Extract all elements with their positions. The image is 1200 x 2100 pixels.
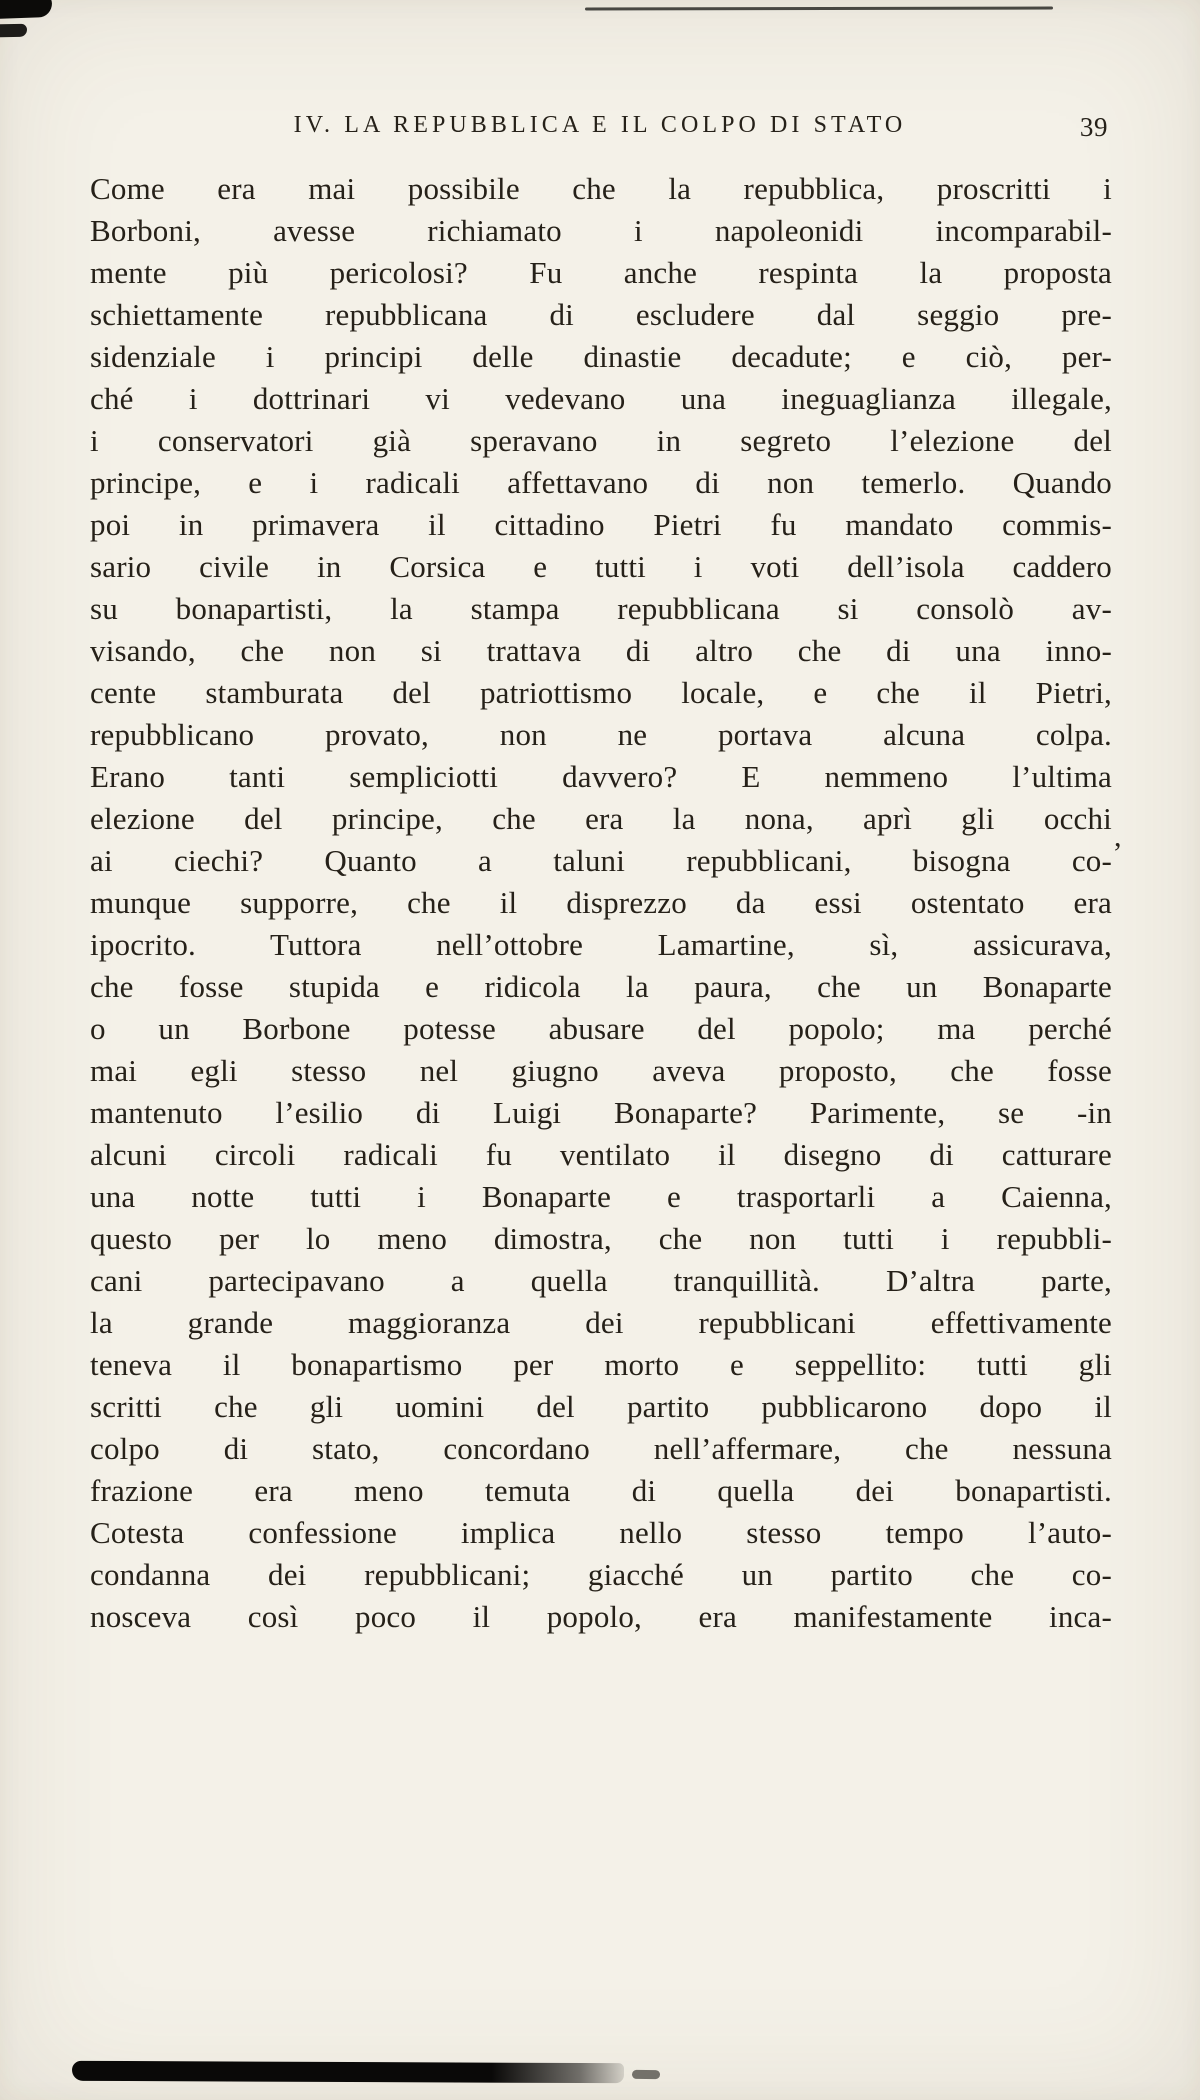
text-line: munque supporre, che il disprezzo da essi ostentato era: [90, 885, 1112, 920]
text-line: Erano tanti sempliciotti davvero? E nemmeno l’ultima: [90, 759, 1112, 794]
text-line: questo per lo meno dimostra, che non tutti i repubbli-: [90, 1221, 1112, 1256]
scan-smudge-bottom: [72, 2061, 624, 2083]
text-line: scritti che gli uomini del partito pubblicarono dopo il: [90, 1389, 1112, 1424]
chapter-title: IV. LA REPUBBLICA E IL COLPO DI STATO: [293, 112, 907, 138]
text-line: ai ciechi? Quanto a taluni repubblicani, bisogna co-: [90, 843, 1112, 878]
running-header: [90, 112, 1110, 146]
text-line: mai egli stesso nel giugno aveva proposto, che fosse: [90, 1053, 1112, 1088]
scan-smudge-bottom-tail: [632, 2070, 660, 2079]
text-line: ipocrito. Tuttora nell’ottobre Lamartine, sì, assicurava,: [90, 927, 1112, 962]
text-line: condanna dei repubblicani; giacché un partito che co-: [90, 1557, 1112, 1592]
text-line: la grande maggioranza dei repubblicani effettivamente: [90, 1305, 1112, 1340]
text-line: sario civile in Corsica e tutti i voti dell’isola caddero: [90, 549, 1112, 584]
text-line: una notte tutti i Bonaparte e trasportarli a Caienna,: [90, 1179, 1112, 1214]
text-line: che fosse stupida e ridicola la paura, che un Bonaparte: [90, 969, 1112, 1004]
text-line: mente più pericolosi? Fu anche respinta la proposta: [90, 255, 1112, 290]
text-line: poi in primavera il cittadino Pietri fu mandato commis-: [90, 507, 1112, 542]
text-line: su bonapartisti, la stampa repubblicana si consolò av-: [90, 591, 1112, 626]
text-line: cente stamburata del patriottismo locale, e che il Pietri,: [90, 675, 1112, 710]
text-line: i conservatori già speravano in segreto l’elezione del: [90, 423, 1112, 458]
text-line: alcuni circoli radicali fu ventilato il disegno di catturare: [90, 1137, 1112, 1172]
text-line: schiettamente repubblicana di escludere dal seggio pre-: [90, 297, 1112, 332]
text-line: nosceva così poco il popolo, era manifestamente inca-: [90, 1599, 1112, 1634]
text-line: visando, che non si trattava di altro che di una inno-: [90, 633, 1112, 668]
text-line: Come era mai possibile che la repubblica, proscritti i: [90, 171, 1112, 206]
text-line: o un Borbone potesse abusare del popolo; ma perché: [90, 1011, 1112, 1046]
text-line: Cotesta confessione implica nello stesso tempo l’auto-: [90, 1515, 1112, 1550]
text-line: ché i dottrinari vi vedevano una ineguaglianza illegale,: [90, 381, 1112, 416]
page-number: 39: [1079, 112, 1108, 142]
text-line: elezione del principe, che era la nona, aprì gli occhi: [90, 801, 1112, 836]
text-line: frazione era meno temuta di quella dei bonapartisti.: [90, 1473, 1112, 1508]
text-line: colpo di stato, concordano nell’affermare, che nessuna: [90, 1431, 1112, 1466]
text-line: teneva il bonapartismo per morto e seppellito: tutti gli: [90, 1347, 1112, 1382]
scan-smudge-top-left-small: [0, 24, 27, 38]
text-line: sidenziale i principi delle dinastie decadute; e ciò, per-: [90, 339, 1112, 374]
text-line: repubblicano provato, non ne portava alcuna colpa.: [90, 717, 1112, 752]
text-line: mantenuto l’esilio di Luigi Bonaparte? Parimente, se -in: [90, 1095, 1112, 1130]
text-line: principe, e i radicali affettavano di non temerlo. Quando: [90, 465, 1112, 500]
text-line: Borboni, avesse richiamato i napoleonidi incomparabil-: [90, 213, 1112, 248]
scan-smudge-top-left: [0, 0, 52, 19]
scan-mark-right-margin: ,: [1114, 820, 1122, 853]
text-line: cani partecipavano a quella tranquillità. D’altra parte,: [90, 1263, 1112, 1298]
body-text: [90, 168, 1112, 1638]
scan-rule-top: [585, 7, 1053, 11]
